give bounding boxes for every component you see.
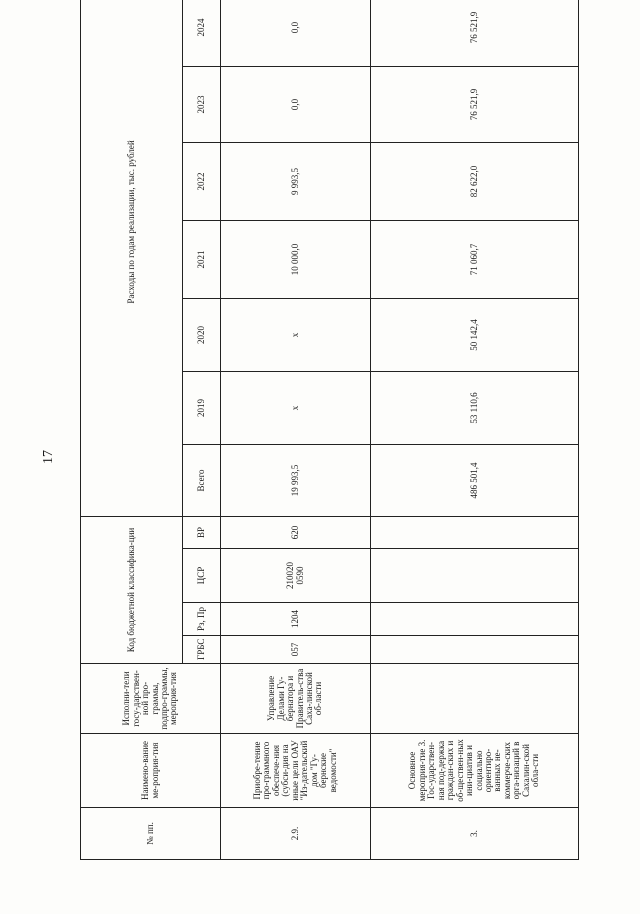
row-total: 486 501,4: [371, 444, 579, 516]
row-name: Приобре-тение про-граммного обеспече-ния (субси-дия на иные цели ОАУ "Из-дательский дом "Гу-бернские ведомости": [221, 734, 371, 808]
row-rzpr: 1204: [221, 603, 371, 636]
header-csr: ЦСР: [183, 549, 221, 603]
row-vr: 620: [221, 516, 371, 548]
row-2021: 71 060,7: [371, 220, 579, 298]
row-csr: [371, 549, 579, 603]
row-2019: 53 110,6: [371, 371, 579, 444]
header-year-2020: 2020: [183, 298, 221, 371]
budget-table-rotated: [80, 11, 578, 860]
row-2022: 82 622,0: [371, 142, 579, 220]
header-no: № пп.: [81, 808, 221, 860]
header-expenses: Расходы по годам реализации, тыс. рублей: [81, 0, 183, 516]
header-year-2022: 2022: [183, 142, 221, 220]
row-2023: 0,0: [221, 66, 371, 142]
header-year-2023: 2023: [183, 66, 221, 142]
header-name: Наимено-вание ме-роприя-тия: [81, 734, 221, 808]
page-number: 17: [41, 450, 56, 464]
row-vr: [371, 516, 579, 548]
row-csr: 210020 0590: [221, 549, 371, 603]
row-2022: 9 993,5: [221, 142, 371, 220]
table-row: [221, 0, 371, 860]
row-2020: x: [221, 298, 371, 371]
header-year-2024: 2024: [183, 0, 221, 66]
header-total: Всего: [183, 444, 221, 516]
header-year-2019: 2019: [183, 371, 221, 444]
row-executor: [371, 664, 579, 734]
header-executors: Исполни-тели госу-дарствен-ной про-граммы, подпро-граммы, мероприя-тия: [81, 664, 221, 734]
header-budget-code: Код бюджетной классифика-ции: [81, 516, 183, 663]
row-2021: 10 000,0: [221, 220, 371, 298]
header-year-2021: 2021: [183, 220, 221, 298]
row-grbs: [371, 636, 579, 664]
row-name: Основное мероприя-тие 3. Гос-ударствен-ная под-держка граждан-ских и об-ществен-ных ини-циатив и социально ориентиро-ванных не-коммерче-ских орга-низаций в Сахалин-ской обла-сти: [371, 734, 579, 808]
row-grbs: 057: [221, 636, 371, 664]
budget-table: [80, 0, 579, 860]
row-2023: 76 521,9: [371, 66, 579, 142]
row-2024: 76 521,9: [371, 0, 579, 66]
row-rzpr: [371, 603, 579, 636]
row-2020: 50 142,4: [371, 298, 579, 371]
row-number: 3.: [371, 808, 579, 860]
row-2019: x: [221, 371, 371, 444]
header-grbs: ГРБС: [183, 636, 221, 664]
row-2024: 0,0: [221, 0, 371, 66]
row-executor: Управление Делами Гу-бернатора и Правитель-ства Саха-линской об-ласти: [221, 664, 371, 734]
row-number: 2.9.: [221, 808, 371, 860]
header-vr: ВР: [183, 516, 221, 548]
header-rzpr: Рз, Пр: [183, 603, 221, 636]
table-row: [371, 0, 579, 860]
row-total: 19 993,5: [221, 444, 371, 516]
